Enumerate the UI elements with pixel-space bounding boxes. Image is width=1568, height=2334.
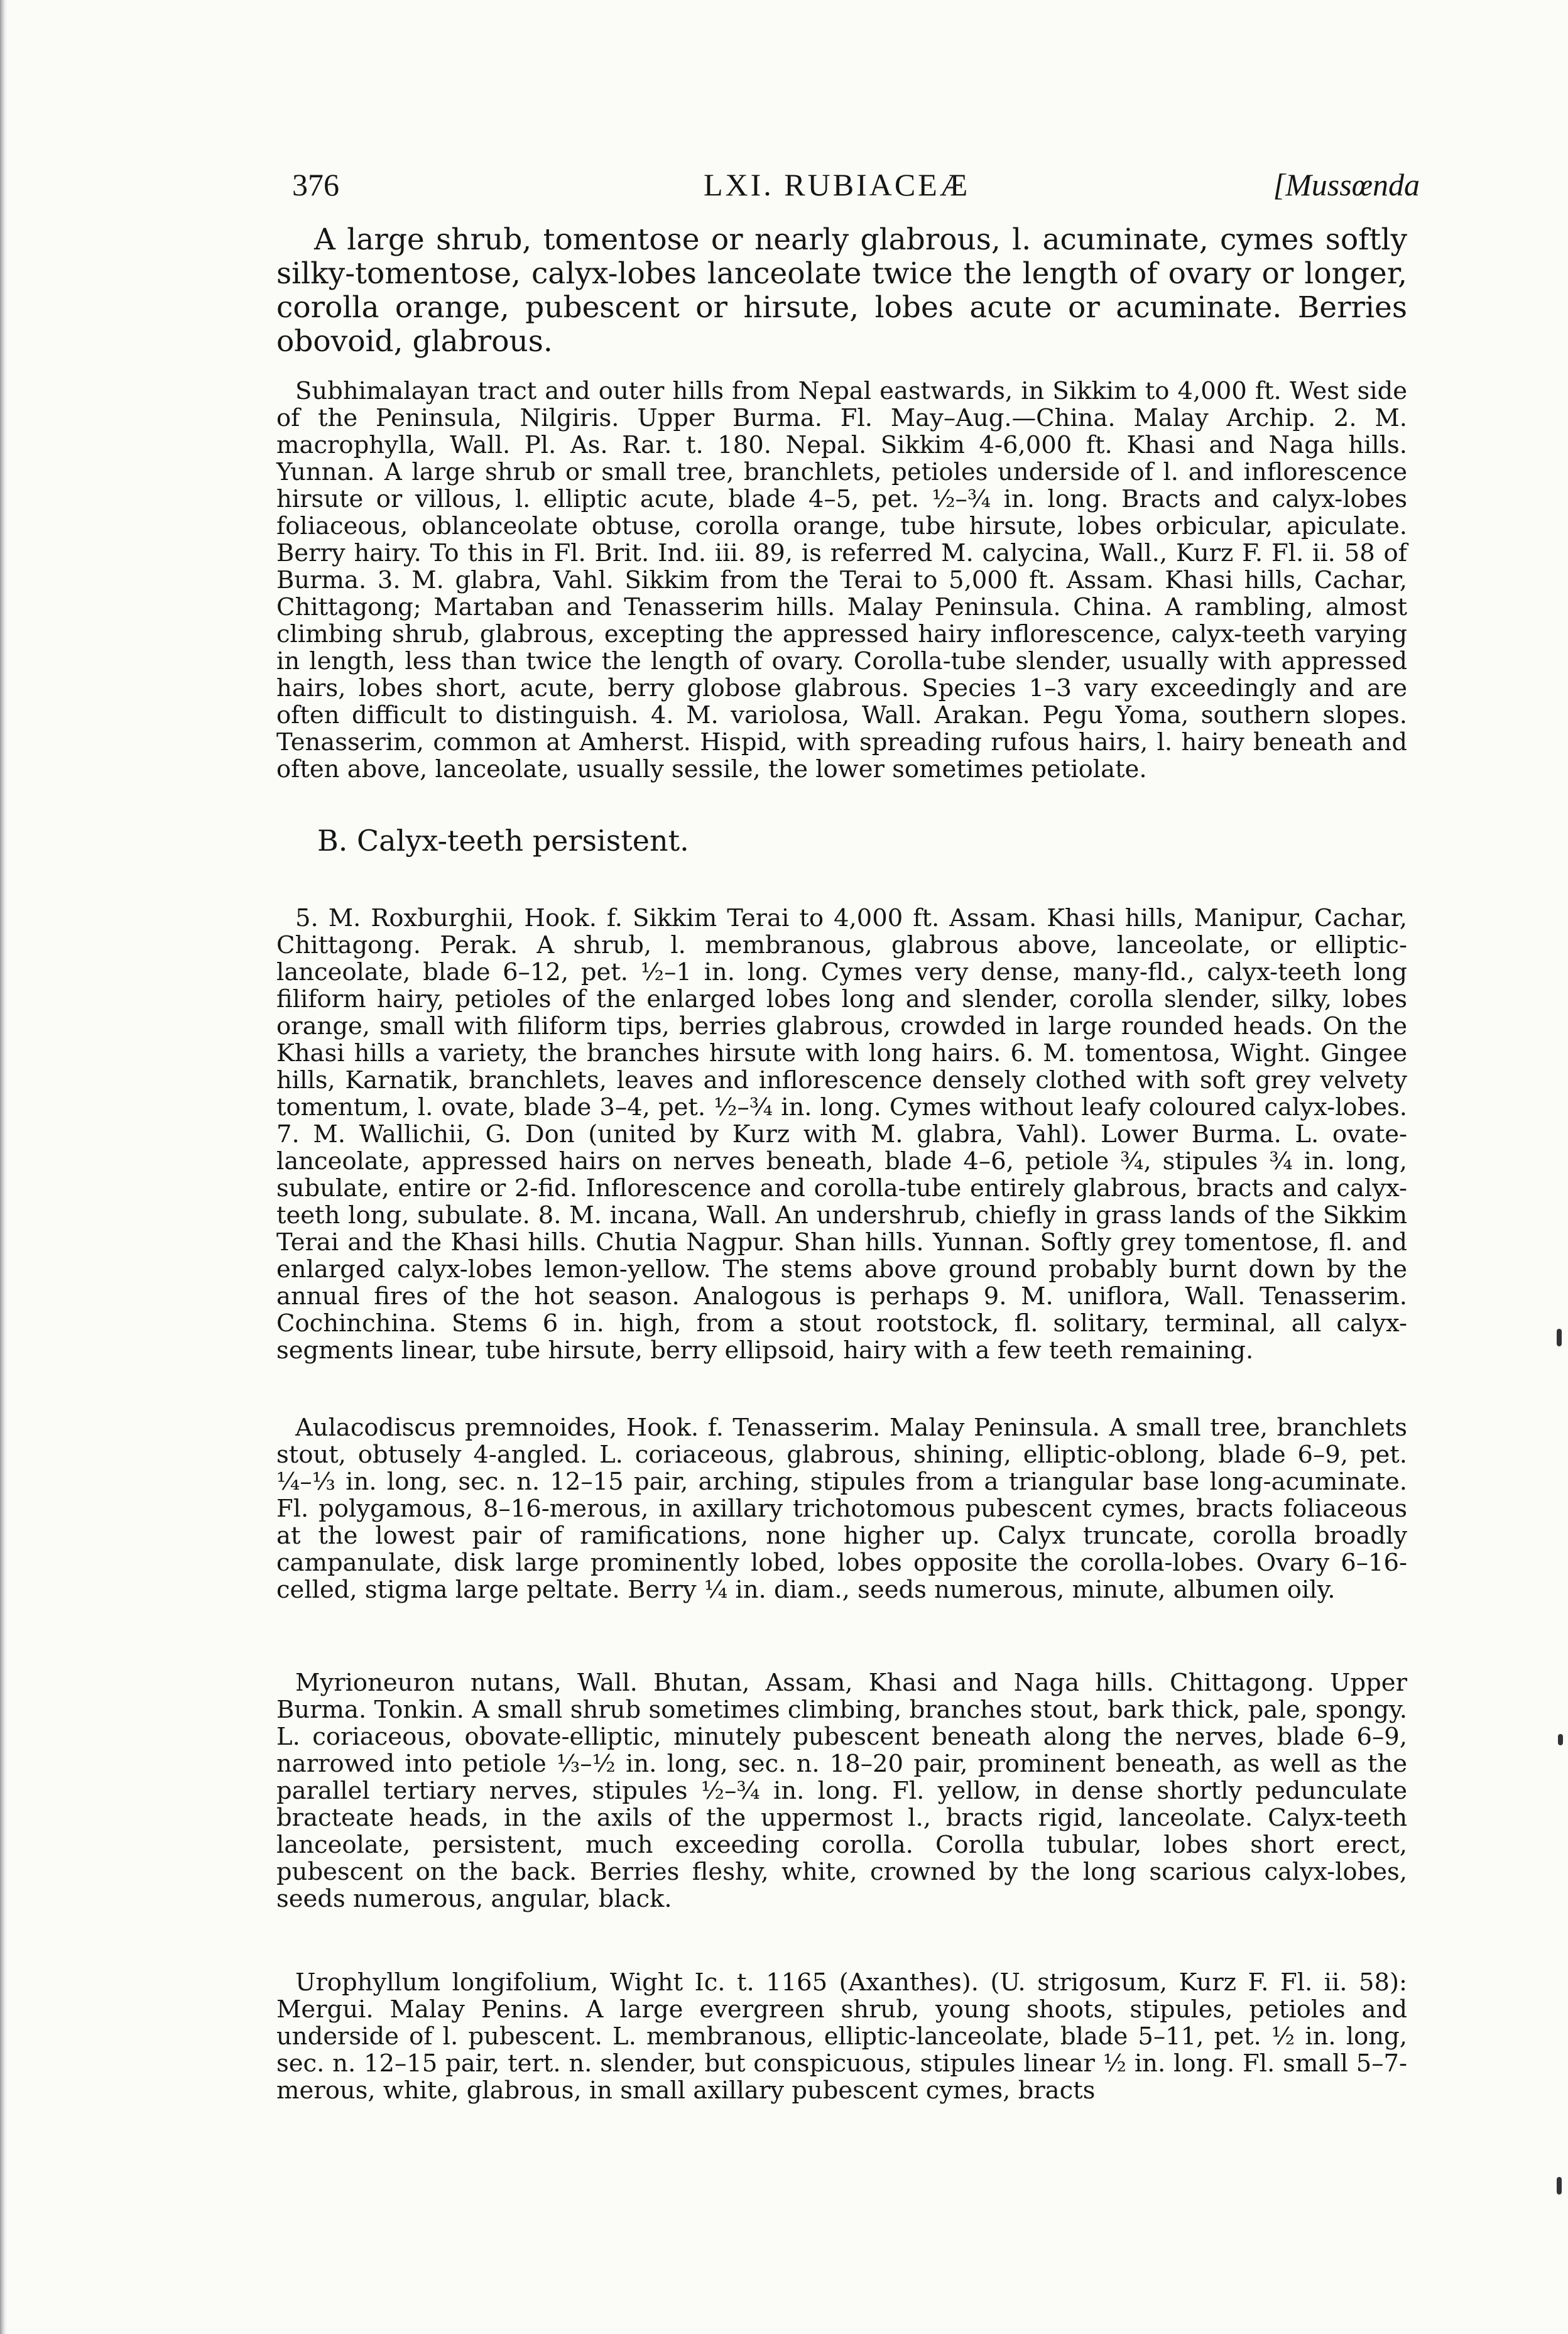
running-header — [276, 166, 1420, 223]
page-number: 376 — [292, 167, 339, 202]
page — [276, 166, 1420, 2105]
margin-speck — [1558, 1734, 1563, 1745]
urophyllum-paragraph: Urophyllum longifolium, Wight Ic. t. 1165 (Axanthes). (U. strigosum, Kurz F. Fl. ii. 58): Mergui. Malay Penins. A large evergreen shrub, young shoots, stipules, petioles and underside of l. pubescent. L. membranous, elliptic-lanceolate, blade 5–11, pet. ½ in. long, sec. n. 12–15 pair, tert. n. slender, but conspicuous, stipules linear ½ in. long. Fl. small 5–7-merous, white, glabrous, in small axillary pubescent cymes, bracts — [276, 1968, 1407, 2105]
species-paragraph-2-4: Subhimalayan tract and outer hills from Nepal eastwards, in Sikkim to 4,000 ft. West side of the Peninsula, Nilgiris. Upper Burma. Fl. May–Aug.—China. Malay Archip. 2. M. macrophylla, Wall. Pl. As. Rar. t. 180. Nepal. Sikkim 4-6,000 ft. Khasi and Naga hills. Yunnan. A large shrub or small tree, branchlets, petioles underside of l. and inflorescence hirsute or villous, l. elliptic acute, blade 4–5, pet. ½–¾ in. long. Bracts and calyx-lobes foliaceous, oblanceolate obtuse, corolla orange, tube hirsute, lobes orbicular, apiculate. Berry hairy. To this in Fl. Brit. Ind. iii. 89, is referred M. calycina, Wall., Kurz F. Fl. ii. 58 of Burma. 3. M. glabra, Vahl. Sikkim from the Terai to 5,000 ft. Assam. Khasi hills, Cachar, Chittagong; Martaban and Tenasserim hills. Malay Peninsula. China. A rambling, almost climbing shrub, glabrous, excepting the appressed hairy inflorescence, calyx-teeth varying in length, less than twice the length of ovary. Corolla-tube slender, usually with appressed hairs, lobes short, acute, berry globose glabrous. Species 1–3 vary exceedingly and are often difficult to distinguish. 4. M. variolosa, Wall. Arakan. Pegu Yoma, southern slopes. Tenasserim, common at Amherst. Hispid, with spreading rufous hairs, l. hairy beneath and often above, lanceolate, usually sessile, the lower sometimes petiolate. — [276, 377, 1407, 783]
section-heading-b: B. Calyx-teeth persistent. — [317, 824, 689, 858]
myrioneuron-paragraph: Myrioneuron nutans, Wall. Bhutan, Assam, Khasi and Naga hills. Chittagong. Upper Burma. Tonkin. A small shrub sometimes climbing, branches stout, bark thick, pale, spongy. L. coriaceous, obovate-elliptic, minutely pubescent beneath along the nerves, blade 6–9, narrowed into petiole ⅓–½ in. long, sec. n. 18–20 pair, prominent beneath, as well as the parallel tertiary nerves, stipules ½–¾ in. long. Fl. yellow, in dense shortly pedunculate bracteate heads, in the axils of the uppermost l., bracts rigid, lanceolate. Calyx-teeth lanceolate, persistent, much exceeding corolla. Corolla tubular, lobes short erect, pubescent on the back. Berries fleshy, white, crowned by the long scarious calyx-lobes, seeds numerous, angular, black. — [276, 1669, 1407, 1913]
aulacodiscus-paragraph: Aulacodiscus premnoides, Hook. f. Tenasserim. Malay Peninsula. A small tree, branchlets stout, obtusely 4-angled. L. coriaceous, glabrous, shining, elliptic-oblong, blade 6–9, pet. ¼–⅓ in. long, sec. n. 12–15 pair, arching, stipules from a triangular base long-acuminate. Fl. polygamous, 8–16-merous, in axillary trichotomous pubescent cymes, bracts foliaceous at the lowest pair of ramifications, none higher up. Calyx truncate, corolla broadly campanulate, disk large prominently lobed, lobes opposite the corolla-lobes. Ovary 6–16-celled, stigma large peltate. Berry ¼ in. diam., seeds numerous, minute, albumen oily. — [276, 1414, 1407, 1604]
margin-speck — [1557, 1329, 1562, 1346]
genus-heading: [Mussœnda — [1273, 167, 1420, 202]
intro-paragraph: A large shrub, tomentose or nearly glabrous, l. acuminate, cymes softly silky-tomentose, calyx-lobes lanceolate twice the length of ovary or longer, corolla orange, pubescent or hirsute, lobes acute or acuminate. Berries obovoid, glabrous. — [276, 222, 1407, 359]
family-title: LXI. RUBIACEÆ — [704, 167, 971, 202]
margin-speck — [1557, 2177, 1562, 2195]
scan-edge — [0, 0, 8, 2334]
species-paragraph-5-9: 5. M. Roxburghii, Hook. f. Sikkim Terai to 4,000 ft. Assam. Khasi hills, Manipur, Cachar, Chittagong. Perak. A shrub, l. membranous, glabrous above, lanceolate, or elliptic-lanceolate, blade 6–12, pet. ½–1 in. long. Cymes very dense, many-fld., calyx-teeth long filiform hairy, petioles of the enlarged lobes long and slender, corolla slender, silky, lobes orange, small with filiform tips, berries glabrous, crowded in large rounded heads. On the Khasi hills a variety, the branches hirsute with long hairs. 6. M. tomentosa, Wight. Gingee hills, Karnatik, branchlets, leaves and inflorescence densely clothed with soft grey velvety tomentum, l. ovate, blade 3–4, pet. ½–¾ in. long. Cymes without leafy coloured calyx-lobes. 7. M. Wallichii, G. Don (united by Kurz with M. glabra, Vahl). Lower Burma. L. ovate-lanceolate, appressed hairs on nerves beneath, blade 4–6, petiole ¾, stipules ¾ in. long, subulate, entire or 2-fid. Inflorescence and corolla-tube entirely glabrous, bracts and calyx-teeth long, subulate. 8. M. incana, Wall. An undershrub, chiefly in grass lands of the Sikkim Terai and the Khasi hills. Chutia Nagpur. Shan hills. Yunnan. Softly grey tomentose, fl. and enlarged calyx-lobes lemon-yellow. The stems above ground probably burnt down by the annual fires of the hot season. Analogous is perhaps 9. M. uniflora, Wall. Tenasserim. Cochinchina. Stems 6 in. high, from a stout rootstock, fl. solitary, terminal, all calyx-segments linear, tube hirsute, berry ellipsoid, hairy with a few teeth remaining. — [276, 904, 1407, 1365]
